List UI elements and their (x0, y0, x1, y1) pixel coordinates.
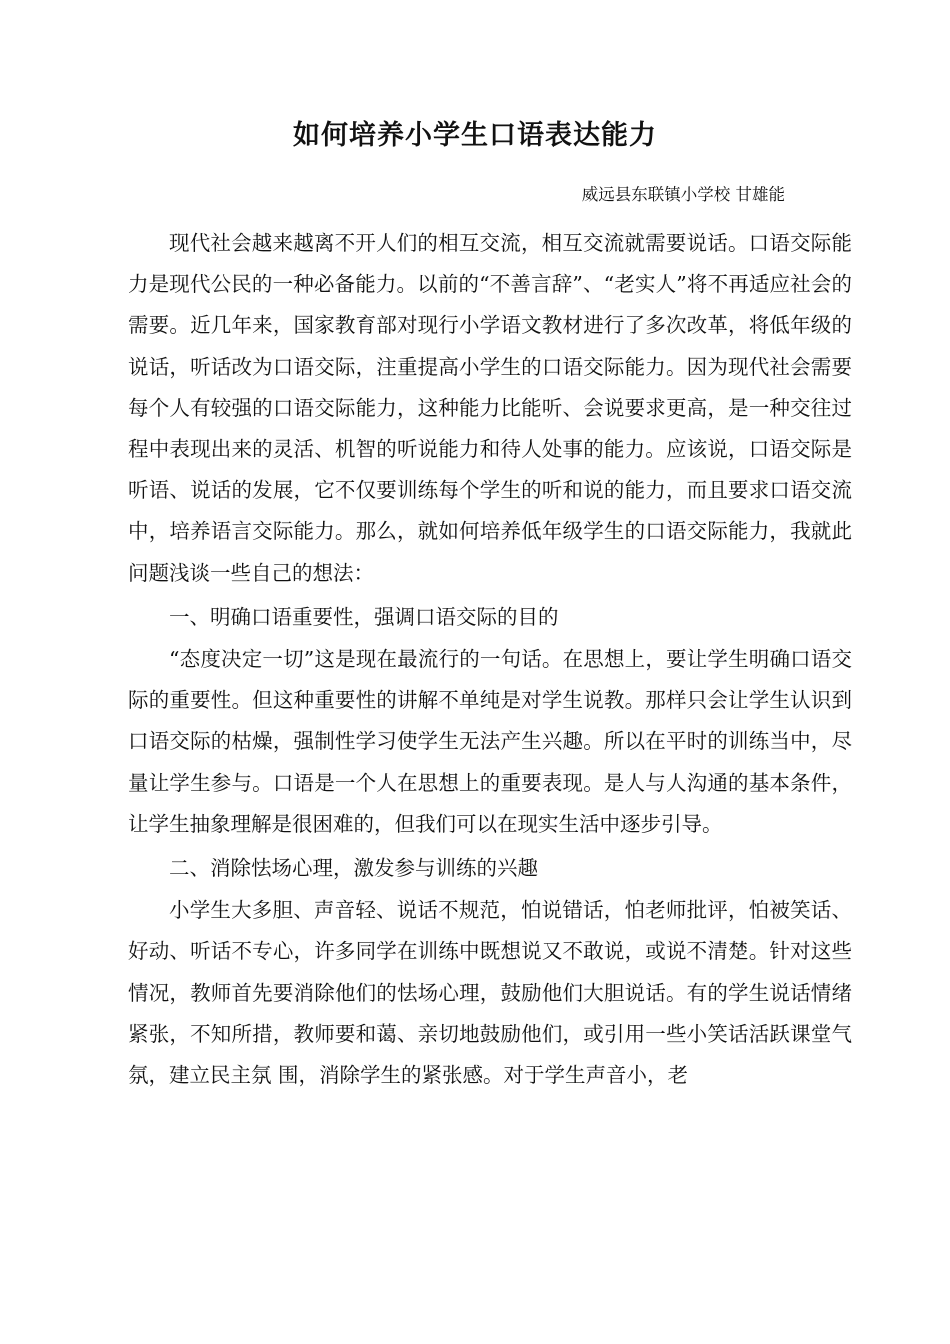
section-heading-2: 二、消除怯场心理，激发参与训练的兴趣 (169, 856, 538, 881)
document-body (128, 223, 852, 1096)
section-2-paragraph: 小学生大多胆、声音轻、说话不规范，怕说错话，怕老师批评，怕被笑话、好动、听话不专心，许多同学在训练中既想说又不敢说，或说不清楚。针对这些情况，教师首先要消除他们的怯场心理，鼓励他们大胆说话。有的学生说话情绪紧张，不知所措，教师要和蔼、亲切地鼓励他们，或引用一些小笑话活跃课堂气氛，建立民主氛 围，消除学生的紧张感。对于学生声音小，老 (128, 898, 852, 1088)
section-1-paragraph: “态度决定一切”这是现在最流行的一句话。在思想上，要让学生明确口语交际的重要性。但这种重要性的讲解不单纯是对学生说教。那样只会让学生认识到口语交际的枯燥，强制性学习使学生无法产生兴趣。所以在平时的训练当中，尽量让学生参与。口语是一个人在思想上的重要表现。是人与人沟通的基本条件，让学生抽象理解是很困难的，但我们可以在现实生活中逐步引导。 (128, 647, 852, 836)
document-title: 如何培养小学生口语表达能力 (293, 120, 657, 151)
intro-paragraph: 现代社会越来越离不开人们的相互交流，相互交流就需要说话。口语交际能力是现代公民的一种必备能力。以前的“不善言辞”、“老实人”将不再适应社会的需要。近几年来，国家教育部对现行小学语文教材进行了多次改革，将低年级的说话，听话改为口语交际，注重提高小学生的口语交际能力。因为现代社会需要每个人有较强的口语交际能力，这种能力比能听、会说要求更高，是一种交往过程中表现出来的灵活、机智的听说能力和待人处事的能力。应该说，口语交际是听语、说话的发展，它不仅要训练每个学生的听和说的能力，而且要求口语交流中，培养语言交际能力。那么，就如何培养低年级学生的口语交际能力，我就此问题浅谈一些自己的想法： (128, 231, 852, 585)
author-line: 威远县东联镇小学校 甘雄能 (581, 185, 785, 204)
section-heading-1: 一、明确口语重要性，强调口语交际的目的 (169, 604, 559, 629)
